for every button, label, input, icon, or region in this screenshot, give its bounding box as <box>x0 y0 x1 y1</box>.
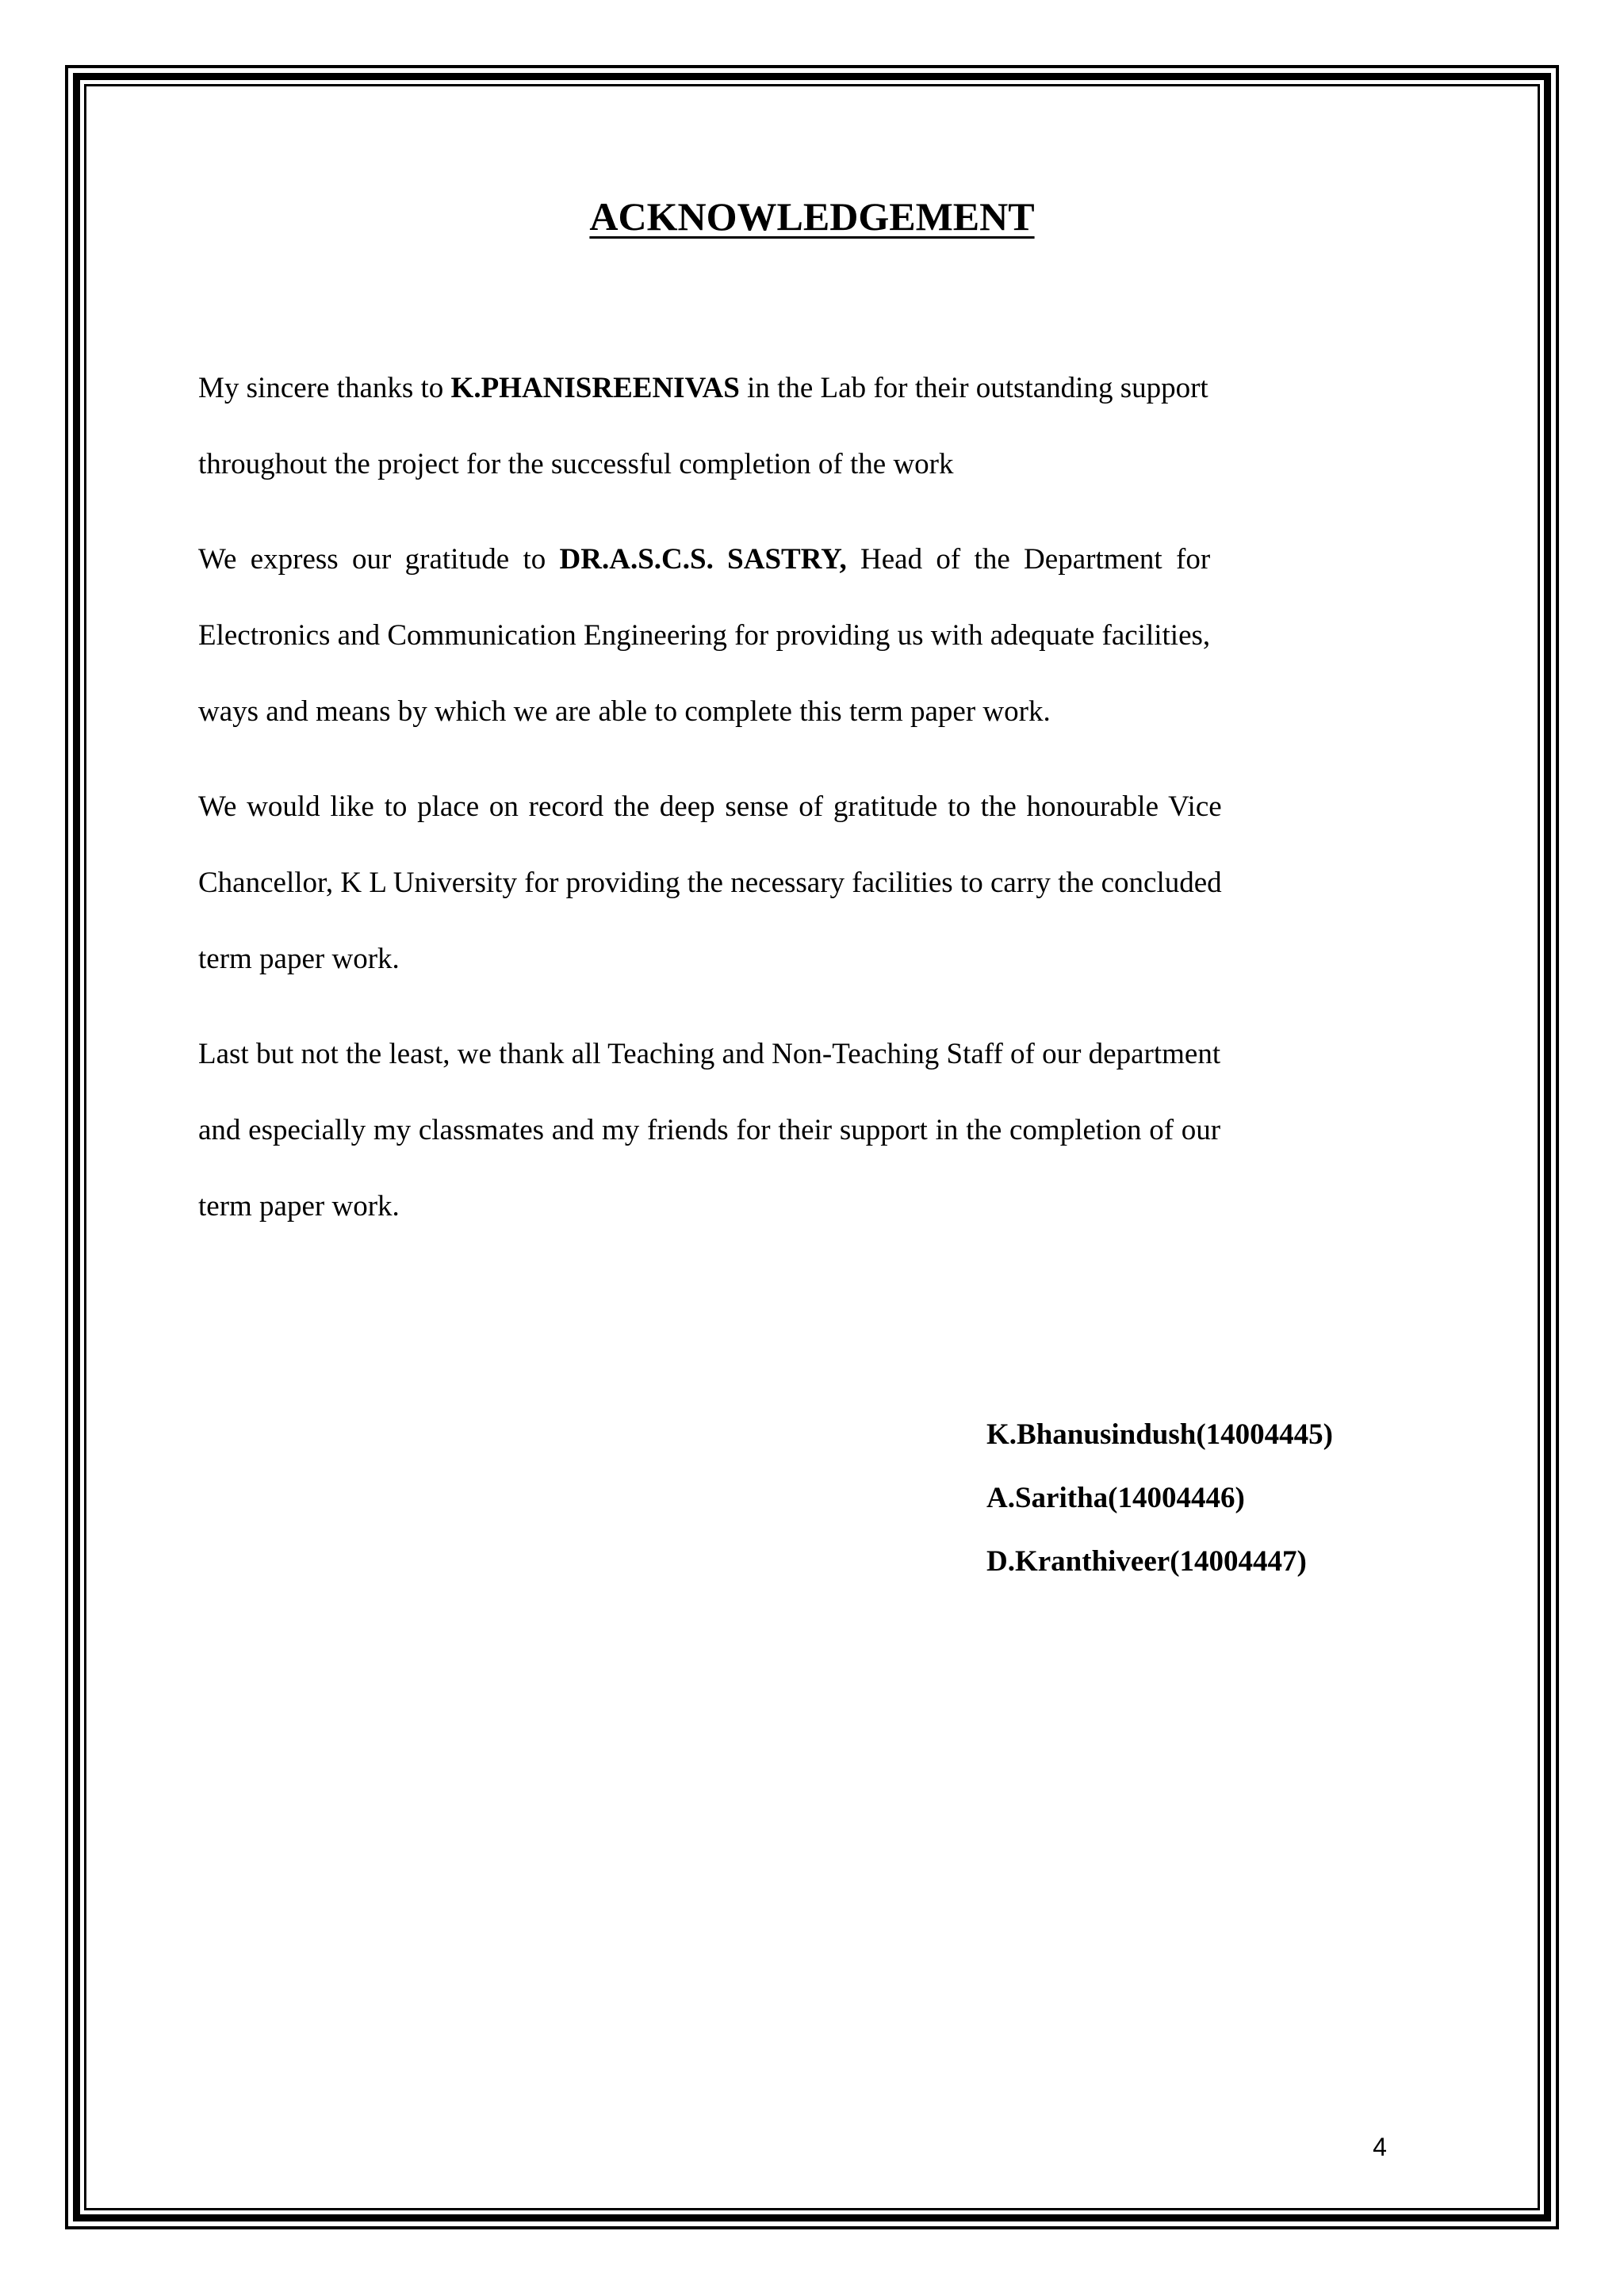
paragraph-2 <box>198 522 1210 750</box>
signature-name-1: K.Bhanusindush(14004445) <box>986 1418 1333 1451</box>
paragraph-4-line-1: Last but not the least, we thank all Teaching and Non-Teaching Staff of our department <box>198 1038 1221 1070</box>
paragraph-2-line-1 <box>198 522 1210 598</box>
paragraph-2-line-2: Electronics and Communication Engineering for providing us with adequate facilities, <box>198 619 1211 652</box>
page-title <box>0 193 1624 239</box>
page-number: 4 <box>1373 2133 1387 2161</box>
paragraph-2-line-3: ways and means by which we are able to complete this term paper work. <box>198 695 1051 728</box>
text-run: We express our gratitude to <box>198 543 560 576</box>
paragraph-4-line-2: and especially my classmates and my friends for their support in the completion of our <box>198 1114 1221 1146</box>
bold-name: DR.A.S.C.S. SASTRY, <box>559 543 847 576</box>
page-title-text: ACKNOWLEDGEMENT <box>589 194 1035 239</box>
bold-name: K.PHANISREENIVAS <box>450 372 740 404</box>
signature-name-3: D.Kranthiveer(14004447) <box>986 1545 1307 1578</box>
signature-name-2: A.Saritha(14004446) <box>986 1482 1245 1514</box>
paragraph-3-line-3: term paper work. <box>198 943 400 975</box>
paragraph-4-line-3: term paper work. <box>198 1190 400 1223</box>
paragraph-4 <box>198 1016 1220 1245</box>
text-run: in the Lab for their outstanding support <box>739 372 1208 404</box>
text-run: My sincere thanks to <box>198 372 451 404</box>
text-run: Head of the Department for <box>846 543 1211 576</box>
paragraph-3-line-2: Chancellor, K L University for providing the necessary facilities to carry the concluded <box>198 867 1222 899</box>
paragraph-3-line-1: We would like to place on record the deep sense of gratitude to the honourable Vice <box>198 790 1222 823</box>
paragraph-1-line-2: throughout the project for the successful completion of the work <box>198 448 954 480</box>
paragraph-3 <box>198 769 1222 997</box>
signature-block <box>986 1403 1333 1594</box>
paragraph-1-line-1 <box>198 350 1208 427</box>
paragraph-1 <box>198 350 1208 503</box>
